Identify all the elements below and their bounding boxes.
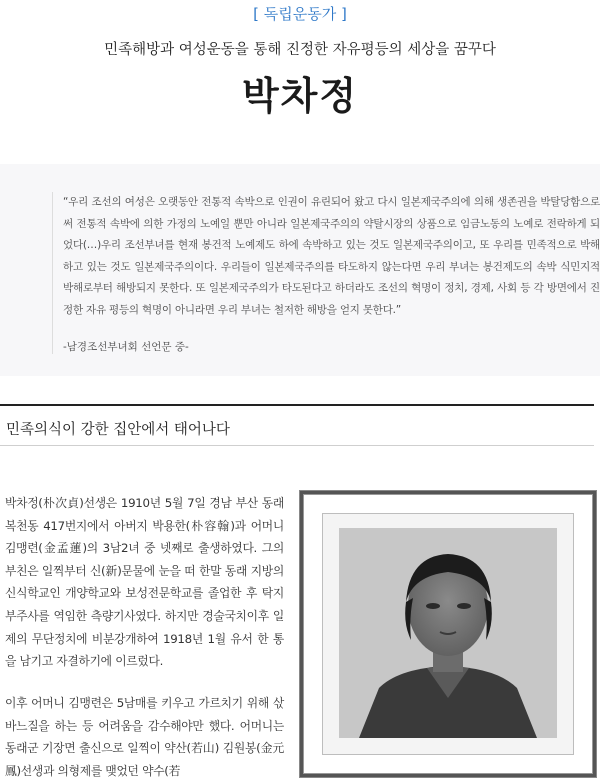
section-divider (0, 404, 594, 406)
quote-content (52, 192, 600, 354)
section-title: 민족의식이 강한 집안에서 태어나다 (6, 422, 230, 438)
portrait-frame (303, 494, 593, 774)
quote-source: -남경조선부녀회 선언문 중- (63, 341, 189, 353)
body-paragraph-2: 이후 어머니 김맹련은 5남매를 키우고 가르치기 위해 삯바느질을 하는 등 어려움을 감수해야만 했다. 어머니는 동래군 기장면 출신으로 일찍이 약산(若山) 김원봉(金元鳳)선생과 의형제를 맺었던 약수(若 (5, 696, 284, 778)
subtitle: 민족해방과 여성운동을 통해 진정한 자유평등의 세상을 꿈꾸다 (104, 42, 496, 58)
quote-box (0, 164, 600, 376)
portrait-mat (322, 513, 574, 755)
page-title: 박차정 (241, 73, 359, 118)
portrait-photo (339, 528, 557, 738)
section-underline (0, 445, 594, 446)
quote-text: “우리 조선의 여성은 오랫동안 전통적 속박으로 인권이 유린되어 왔고 다시 일본제국주의에 의해 생존권을 박탈당함으로써 전통적 속박에 의한 가정의 노예일 뿐만 아니라 일본제국주의의 약탈시장의 상품으로 임금노동의 노예로 전락하게 되었다(…)우리 조선부녀를 현재 봉건적 노예제도 하에 속박하고 있는 것도 일본제국주의이고, 또 우리를 민족적으로 박해하고 있는 것도 일본제국주의이다. 우리들이 일본제국주의를 타도하지 않는다면 우리 부녀는 봉건제도의 속박 식민지적 박해로부터 해방되지 못한다. 또 일본제국주의가 타도된다고 하더라도 조선의 혁명이 정치, 경제, 사회 등 각 방면에서 진정한 자유 평등의 혁명이 아니라면 우리 부녀는 철저한 해방을 얻지 못한다.” (63, 196, 600, 316)
category-label: [ 독립운동가 ] (253, 5, 347, 23)
body-paragraph-1: 박차정(朴次貞)선생은 1910년 5월 7일 경남 부산 동래 복천동 417번지에서 아버지 박용한(朴容翰)과 어머니 김맹련(金孟蓮)의 3남2녀 중 넷째로 출생하였다. 그의 부친은 일찍부터 신(新)문물에 눈을 떠 한말 동래 지방의 신식학교인 개양학교와 보성전문학교를 졸업한 후 탁지부주사를 역임한 측량기사였다. 하지만 경술국치이후 일제의 무단정치에 비분강개하여 1918년 1월 유서 한 통을 남기고 자결하기에 이르렀다. (5, 496, 284, 669)
portrait-illustration (339, 528, 557, 738)
